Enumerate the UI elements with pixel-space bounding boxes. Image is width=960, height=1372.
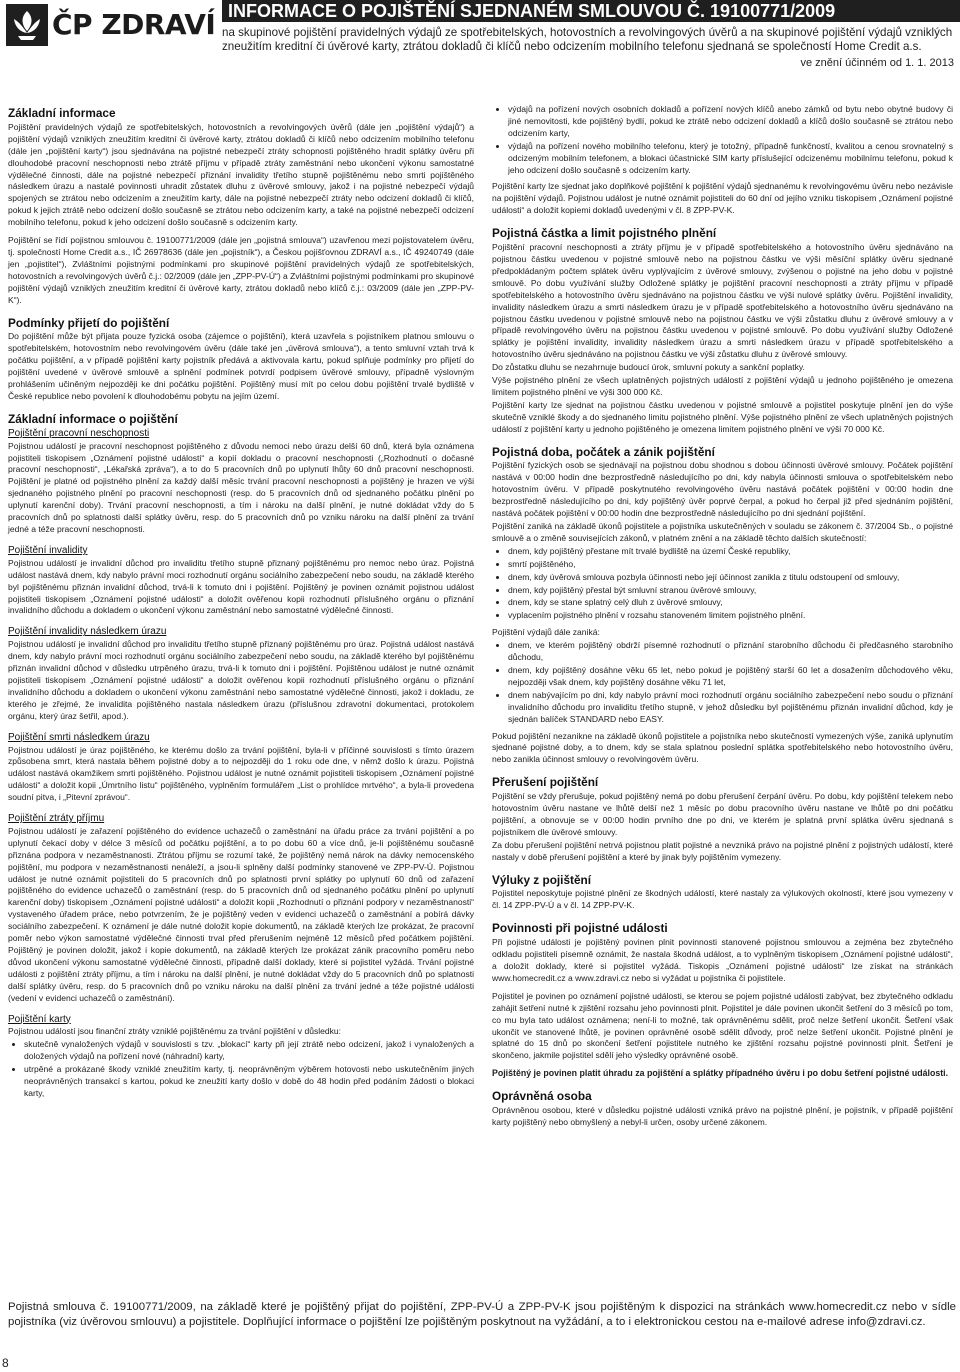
heading-amount-limit: Pojistná částka a limit pojistného plnění <box>492 226 717 241</box>
list-item: • dnem, kdy pojištěný přestane mít trvalé bydliště na území České republiky, <box>508 546 953 558</box>
paragraph: Pojištění karty lze sjednat jako doplňkové pojištění k pojištění výdajů sjednanému k revolvingovému úvěru nebo nezávisle na pojištění výdajů. Pojistnou událost je nutné oznámit pojistiteli do 60 dní od jejího vzniku tiskopisem „Oznámení pojistné události“ a doložit kopiemi dokladů uvedenými v čl. 8 ZPP-PV-K. <box>492 181 953 216</box>
paragraph: Pojistnou událostí jsou finanční ztráty vzniklé pojištěnému za trvání pojištění v důsledku: <box>8 1026 342 1037</box>
heading-basic-info: Základní informace <box>8 106 116 120</box>
paragraph: Při pojistné události je pojištěný povinen plnit povinnosti stanovené pojistnou smlouvou a zejména bez zbytečného odkladu pojistiteli písemně oznámit, že nastala škodná událost, a to vyplněným tiskopisem „Oznámení pojistné události“, a doložit doklady, které si pojistitel vyžádá. Tiskopis „Oznámení pojistné události“ lze získat na stránkách www.homecredit.cz a www.zdravi.cz nebo si vyžádat u pojistníka či pojistitele. <box>492 937 953 983</box>
list-item: • výdajů na pořízení nových osobních dokladů a pořízení nových klíčů anebo zámků od bytu nebo obytné budovy či jiné nemovitosti, kde pojištěný bydlí, pokud ke ztrátě nebo odcizení dokladů a klíčů došlo současně se ztrátou nebo odcizením karty, <box>508 104 953 140</box>
card-risk-list-continued <box>492 104 953 176</box>
paragraph: Pojistitel je povinen po oznámení pojistné události, se kterou se pojem pojistné události zabývat, bez zbytečného odkladu zahájit šetření nutné k zjištění rozsahu jeho povinnosti plnit. Pojistitel je dále povinen ukončit šetření do 3 měsíců po tom, co mu byla tato událost oznámena; není-li to možné, tak oprávněnému sdělit, proč nelze šetření ukončit. Šetření však ukončit ve stanovené lhůtě, je povinen oprávněné osobě sdělit důvody, proč nelze šetření ukončit. Pojistné plnění je splatné do 15 dnů po skončení šetření pojistitele nutného ke zjištění rozsahu pojistné povinnosti plnit. Šetření je skončeno, jakmile pojistitel sdělí jeho výsledky oprávněné osobě. <box>492 990 953 1061</box>
heading-exclusions: Výluky z pojištění <box>492 872 591 887</box>
paragraph: Pojistnou událostí je invalidní důchod pro invaliditu třetího stupně přiznaný pojištěnému pro úraz. Pojistná událost nastává dnem, kdy nabylo právní moci rozhodnutí orgánu sociálního zabezpečení nebo soudu, na základě kterého byl pojištěnému přiznán invalidní důchod v důsledku utrpěného úrazu, trvá-li k tomuto dni i pojištění. Pojištěnou událost je nutné oznámit pojistiteli tiskopisem „Oznámení pojistné události“ a doložit ověřenou kopii rozhodnutí příslušného orgánu o přiznání invalidního důchodu a dokladem o ukončení výkonu zaměstnání nebo samostatné výdělečné činnosti, jakož i dokladu, ze kterého je zřejmé, že invalidita pojištěného nastala následkem úrazu (příslušnou zdravotní dokumentaci, protokolem orgánu, který úraz šetřil, apod.). <box>8 639 474 721</box>
paragraph: Pojištění se vždy přerušuje, pokud pojištěný nemá po dobu přerušení čerpání úvěru. Po dobu, kdy pojištění telekem nebo hotovostním úvěru nastane ve lhůtě delší než 1 měsíc po dobu pracovního úvěru nastane ve lhůtě po dni počátku pojištění, a obnovuje se v 00:00 hodin prvního dne po dni, ve kterém je splatná první splátka úvěru sjednaná s pojistníkem dle úvěrové smlouvy. <box>492 791 953 837</box>
subheading-work-incapacity: Pojištění pracovní neschopnosti <box>8 427 150 439</box>
subheading-invalidity-injury: Pojištění invalidity následkem úrazu <box>8 626 167 638</box>
title-band <box>222 0 960 22</box>
expense-termination-list <box>492 640 953 725</box>
paragraph: Výše pojistného plnění ze všech uplatněných pojistných událostí z pojištění výdajů u jednoho pojištěného je omezena limitem pojistného plnění ve výši 300 000 Kč. <box>492 375 953 397</box>
list-item: • dnem, kdy pojištěný přestal být smluvní stranou úvěrové smlouvy, <box>508 585 953 597</box>
subheading-invalidity: Pojištění invalidity <box>8 544 88 556</box>
subheading-income-loss: Pojištění ztráty příjmu <box>8 813 105 825</box>
heading-conditions: Podmínky přijetí do pojištění <box>8 315 170 330</box>
lotus-logo-icon <box>6 4 48 46</box>
list-item: • utrpěné a prokázané škody vzniklé zneužitím karty, tj. neoprávněným výběrem hotovosti nebo uskutečněním jiných neoprávněných transakcí s kartou, pokud ke zneužití karty došlo v době do 48 hodin před podáním žádosti o blokaci karty, <box>24 1064 474 1100</box>
paragraph: Pojistitel neposkytuje pojistné plnění ze škodných událostí, které nastaly za výlukových okolností, které jsou vymezeny v čl. 14 ZPP-PV-Ú a v čl. 14 ZPP-PV-K. <box>492 888 953 911</box>
subheading-card: Pojištění karty <box>8 1013 71 1025</box>
heading-authorized-person: Oprávněná osoba <box>492 1089 592 1104</box>
right-column <box>492 104 953 1135</box>
list-item: • dnem, kdy pojištěný dosáhne věku 65 let, nebo pokud je pojištěný starší 60 let a dosažením důchodového věku, nejpozději však dnem, kdy pojištěný dosáhne věku 71 let, <box>508 665 953 689</box>
paragraph: Pojištění pracovní neschopnosti a ztráty příjmu je v případě spotřebitelského a hotovostního úvěru sjednáváno na pojistnou částku uvedenou v pojistné smlouvě nebo na pojistnou částku ve výši měsíční splátky úvěru sjednané předpokládaným počtem splátek úvěru vyplývajícím z úvěrové smlouvy, zvýšenou o pojistné na jeho dobu v pojistné smlouvě. Po dobu využívání služby Odložené splátky je pojištění pracovní neschopnosti a ztráty příjmu v případě spotřebitelského a hotovostního úvěru sjednáváno na pojistnou částku ve výši nulové splátky úvěru. Pojištění invalidity, invalidity následkem úrazu a smrti následkem úrazu je v případě spotřebitelského a hotovostního úvěru sjednáváno na pojistnou částku uvedenou v pojistné smlouvě nebo na pojistnou částku ve výši zůstatku dluhu z úvěrové smlouvy a v případě revolvingového úvěru na pojistnou částku uvedenou v pojistné smlouvě. Po dobu využívání služby Odložené splátky je pojištění invalidity, invalidity následkem úrazu a smrti následkem úrazu v případě spotřebitelského a hotovostního úvěru sjednáváno na pojistnou částku ve výši zůstatku dluhu z úvěrové smlouvy. <box>492 242 953 360</box>
list-item: • dnem nabývajícím po dni, kdy nabylo právní moci rozhodnutí orgánu sociálního zabezpečení nebo soudu o přiznání invalidního důchodu pro invaliditu třetího stupně, v jehož důsledku byl pojištěnému přiznán invalidní důchod, kdy je sjednán balíček STANDARD nebo EASY. <box>508 690 953 726</box>
paragraph: Do zůstatku dluhu se nezahrnuje budoucí úrok, smluvní pokuty a sankční poplatky. <box>492 362 805 373</box>
page-header <box>0 0 960 72</box>
paragraph: Do pojištění může být přijata pouze fyzická osoba (zájemce o pojištění), která uzavřela s pojistníkem platnou smlouvu o spotřebitelském, hotovostním nebo revolvingovém úvěru (dále také jen „úvěrová smlouva“), a tento smluvní vztah trvá k počátku pojištění, a v případě pojištění karty pojistník předává a aktivovala kartu, pokud splňuje podmínky pro přijetí do pojištění uvedené v úvěrové smlouvě a splnění podmínek potvrdí podpisem úvěrové smlouvy, případně výslovným prohlášením učiněným nejpozději ke dni počátku pojištění. Pojištěný musí mít po celou dobu pojištění trvalé bydliště v České republice nebo povolení k dlouhodobému pobytu na jejím území. <box>8 331 474 401</box>
page-number: 8 <box>2 1356 9 1370</box>
document-subtitle: na skupinové pojištění pravidelných výdajů ze spotřebitelských, hotovostních a revolvingových úvěrů a na skupinové pojištění výdajů vzniklých zneužitím kreditní či úvěrové karty, ztrátou dokladů či klíčů nebo odcizením mobilního telefonu sjednaná se společností Home Credit a.s. <box>222 26 953 53</box>
paragraph: Pojištění výdajů dále zaniká: <box>492 627 600 638</box>
paragraph-bold: Pojištěný je povinen platit úhradu za pojištění a splátky případného úvěru i po dobu šetření pojistné události. <box>492 1068 949 1079</box>
list-item: • dnem, kdy se stane splatný celý dluh z úvěrové smlouvy, <box>508 597 953 609</box>
list-item: • smrtí pojištěného, <box>508 559 953 571</box>
paragraph: Pojistnou událostí je invalidní důchod pro invaliditu třetího stupně přiznaný pojištěnému pro nemoc nebo úraz. Pojistná událost nastává dnem, kdy nabylo právní moci rozhodnutí orgánu sociálního zabezpečení nebo soudu, na základě kterého byl pojištěnému přiznán invalidní důchod, trvá-li k tomuto dni i pojištění. Pojištěný je povinen oznámit pojistnou událost pojistiteli tiskopisem „Oznámení pojistné události“ a doložit ověřenou kopii rozhodnutí příslušného orgánu o přiznání invalidního důchodu a dokladem o ukončení výkonu zaměstnání nebo samostatné výdělečné činnosti. <box>8 557 474 616</box>
list-item: • výdajů na pořízení nového mobilního telefonu, který je totožný, případně funkčností, kvalitou a cenou srovnatelný s odcizeným mobilním telefonem, a blokaci účastnické SIM karty příslušející odcizenému mobilnímu telefonu, pokud k jeho odcizení došlo současně s odcizením karty. <box>508 141 953 177</box>
paragraph: Pokud pojištění nezanikne na základě úkonů pojistitele a pojistníka nebo skutečností vymezených výše, zaniká uplynutím sjednané pojistné doby, a to dnem, kdy se stala splatnou poslední splátka spotřebitelského nebo hotovostního úvěru, nebo zanikla účinnost smlouvy o revolvingovém úvěru. <box>492 730 953 765</box>
paragraph: Pojištění zaniká na základě úkonů pojistitele a pojistníka uskutečněných v souladu se zákonem č. 37/2004 Sb., o pojistné smlouvě a o změně souvisejících zákonů, v platném znění a na základě těchto dalších skutečností: <box>492 521 953 543</box>
paragraph: Pojistnou událostí je pracovní neschopnost pojištěného z důvodu nemoci nebo úrazu delší 60 dnů, která byla oznámena pojistiteli tiskopisem „Oznámení pojistné události“ a kopií dokladu o pracovní neschopnosti („Rozhodnutí o dočasné pracovní neschopnosti“, „Lékařská zpráva“), a to do 5 pracovních dnů po uplynutí lhůty 60 dnů pracovní neschopnosti. Pojištění je platné od pojistného plnění za každý další měsíc trvání pracovní neschopnosti a pojištěný je hrazen ve výši sjednaného pojistného plnění po pracovní neschopnosti (resp. do 5 pracovních dnů od sjednaného počátku plnění po uplynutí karenční doby). Trvání pracovní neschopnosti, a tím i nároku na další plnění, je nutné dokládat vždy do 5 pracovních dnů po splatnosti další splátky úvěru, resp. do 5 pracovních dnů po vzniku nároku na další plnění za trvání jedné a téže pracovní neschopnosti. <box>8 440 474 534</box>
left-column <box>8 108 474 1105</box>
paragraph: Pojištění se řídí pojistnou smlouvou č. 19100771/2009 (dále jen „pojistná smlouva“) uzavřenou mezi pojistovatelem úvěru, tj. společností Home Credit a.s., IČ 26978636 (dále jen „pojistník“), a Českou pojišťovnou ZDRAVÍ a.s., IČ 49240749 (dále jen „pojistitel“), Zvláštními pojistnými podmínkami pro skupinové pojištění pravidelných výdajů ze spotřebitelských, hotovostních a revolvingových úvěrů č.j.: 02/2009 (dále jen „ZPP-PV-Ú“) a Zvláštními pojistnými podmínkami pro skupinové pojištění výdajů vzniklých zneužitím kreditní či úvěrové karty, ztrátou dokladů nebo klíčů č.j.: 03/2009 (dále jen „ZPP-PV-K“). <box>8 235 475 305</box>
paragraph: Za dobu přerušení pojištění netrvá pojistnou platit pojistné a nevzniká právo na pojistné plnění z pojistných událostí, které nastaly v době přerušení pojištění a které by jinak byly pojištěním vymezeny. <box>492 839 953 862</box>
paragraph: Pojistnou událostí je úraz pojištěného, ke kterému došlo za trvání pojištění, byla-li v příčinné souvislosti s tímto úrazem způsobena smrt, která nastala během pojistné doby a to nejpozději do 1 roku ode dne, v němž došlo k úrazu. Pojistná událost nastává okamžikem smrti pojištěného. Pojistnou událost je nutné oznámit pojistiteli tiskopisem „Oznámení pojistné události“ a doložit kopii „Úmrtního listu“ pojištěného, vyplněním formulářem „List o prohlídce mrtvého“, a byla-li provedena soudní pitva, i „Pitevní zprávou“. <box>8 744 474 803</box>
subheading-death-injury: Pojištění smrti následkem úrazu <box>8 731 150 743</box>
heading-basic-insurance: Základní informace o pojištění <box>8 411 178 426</box>
company-logo <box>0 0 218 52</box>
paragraph: Pojistnou událostí je zařazení pojištěného do evidence uchazečů o zaměstnání na úřadu práce za trvání pojištění a po uplynutí čekací doby v délce 3 měsíců od počátku pojištění, a to po dobu 60 a více dnů, je-li pojištěnému současně přiznána podpora v nezaměstnanosti. Ztrátou příjmu se rozumí také, že pojištěný nemá nárok na dávky nemocenského pojištění, mu podpora v nezaměstnanosti nenáleží, a jsou-li splněny další podmínky stanovené ve ZPP-PV-Ú. Pojistnou událost je nutné oznámit pojistiteli do 5 pracovních dnů po splatnosti první splátky po uplynutí 60 dnů od zařazení pojištěného do evidence uchazečů o zaměstnání (resp. do 5 pracovních dnů od sjednaného počátku plnění po uplynutí karenční doby) tiskopisem „Oznámení pojistné události“ a doložit kopii „Rozhodnutí o přiznání podpory v nezaměstnanosti“ vystaveného úřadem práce, nebo potvrzením, že je pojištěný veden v evidenci uchazečů o zaměstnání a pobírá dávky sociálního zabezpečení. K oznámení je dále nutné doložit kopie dokumentů, na základě kterých lze prokázat, že pracovní poměr nebo výkon samostatné výdělečné činnosti trval před přerušením nejméně 12 měsíců před počátkem pojištění. Pojištěný je povinen doložit, jakož i kopie dokumentů, na základě kterých lze prokázat zánik pracovního poměru nebo důvod ukončení výkonu samostatné výdělečné činnosti, případně další doklady, které si pojistitel vyžádá. Trvání pojistné události z pojištění ztráty příjmu, a tím i nároku na další plnění, je nutné dokládat vždy do 5 pracovních dnů po splatnosti další splátky úvěru, resp. do 5 pracovních dnů po vzniku nároku na další plnění za trvání jedné a téže pojistné události (vedení v evidenci uchazečů o zaměstnání). <box>8 825 474 1003</box>
footer-note: Pojistná smlouva č. 19100771/2009, na základě které je pojištěný přijat do pojištění, ZPP-PV-Ú a ZPP-PV-K jsou pojištěným k dispozici na stránkách www.homecredit.cz nebo v sídle pojistníka (viz úvěrovou smlouvu) a pojistitele. Doplňující informace o pojištění lze pojištěným poskytnout na vyžádání, a to i elektronickou cestou na e-mailové adrese info@zdravi.cz. <box>8 1301 956 1328</box>
list-item: • dnem, ve kterém pojištěný obdrží písemné rozhodnutí o přiznání starobního důchodu či předčasného starobního důchodu, <box>508 640 953 664</box>
heading-interruption: Přerušení pojištění <box>492 775 599 790</box>
termination-list <box>492 546 953 622</box>
document-title: INFORMACE O POJIŠTĚNÍ SJEDNANÉM SMLOUVOU Č. 19100771/2009 <box>228 1 836 21</box>
list-item: • vyplacením pojistného plnění v rozsahu stanoveném limitem pojistného plnění. <box>508 610 953 622</box>
list-item: • dnem, kdy úvěrová smlouva pozbyla účinnosti nebo její účinnost zanikla z titulu odstoupení od smlouvy, <box>508 572 953 584</box>
logo-text: ČP ZDRAVÍ <box>52 8 216 41</box>
card-risk-list <box>8 1039 474 1100</box>
heading-period: Pojistná doba, počátek a zánik pojištění <box>492 444 715 459</box>
list-item: • skutečně vynaložených výdajů v souvislosti s tzv. „blokací“ karty při její ztrátě nebo odcizení, jakož i vynaložených a doložených výdajů na pořízení nové (náhradní) karty, <box>24 1039 474 1063</box>
effective-date: ve znění účinném od 1. 1. 2013 <box>800 57 954 69</box>
paragraph: Pojištění karty lze sjednat na pojistnou částku uvedenou v pojistné smlouvě a pojistitel poskytuje plnění jen do výše skutečně vzniklé škody a do sjednaného limitu pojistného plnění. Výše pojistného plnění ze všech uplatněných pojistných událostí z pojištění karty u jednoho pojištěného je omezena limitem pojistného plnění ve výši 70 000 Kč. <box>492 399 953 434</box>
paragraph: Pojištění pravidelných výdajů ze spotřebitelských, hotovostních a revolvingových úvěrů (dále jen „pojištění výdajů“) a pojištění výdajů vzniklých zneužitím kreditní či úvěrové karty, ztrátou dokladů či klíčů nebo odcizením mobilního telefonu (dále jen „pojištění karty“) jsou sjednávána na pojistné nebezpečí ztráty schopnosti pojištěného hradit splátky úvěru při dlouhodobé pracovní neschopnosti nebo ztrátě příjmu v případě ztráty zaměstnání nebo ukončení výkonu samostatné výdělečné činnosti, dále na pojistné nebezpečí přiznání invalidity třetího stupně pojištěnému nebo smrti pojištěného následkem úrazu a nastalé povinnosti uhradit zůstatek dluhu z úvěrové smlouvy, jakož i na pojistné nebezpečí výdajů spojených se ztrátou nebo odcizením a zneužitím karty, dále na pojistné nebezpečí ztráty nebo odcizení dokladů či klíčů, pokud k jejich ztrátě nebo odcizení došlo současně se ztrátou nebo odcizením karty, a také na pojistné nebezpečí odcizení mobilního telefonu, pokud k jeho odcizení došlo současně s odcizením karty. <box>8 121 474 228</box>
paragraph: Pojištění fyzických osob se sjednávají na pojistnou dobu shodnou s dobou účinnosti úvěrové smlouvy. Počátek pojištění nastává v 00:00 hodin dne bezprostředně následujícího po dni, kdy nabyla účinnosti smlouva o spotřebitelském nebo hotovostním úvěru. V případě poskytnutého revolvingového úvěru nastává počátek pojištění v 00:00 hodin dne bezprostředně následujícího po dni, kdy pojištěný úvěr poprvé čerpal, a pokud ho čerpal již před sjednáním pojištění, nastává počátek pojištění v 00:00 hodin dne bezprostředně následujícího po dni sjednání pojištění. <box>492 460 953 519</box>
heading-duties: Povinnosti při pojistné události <box>492 921 668 936</box>
paragraph: Oprávněnou osobou, které v důsledku pojistné události vzniká právo na pojistné plnění, je pojistník, v případě pojištění karty pojištěný nebo obmyšlený a nebyl-li určen, osoby určené zákonem. <box>492 1105 953 1127</box>
